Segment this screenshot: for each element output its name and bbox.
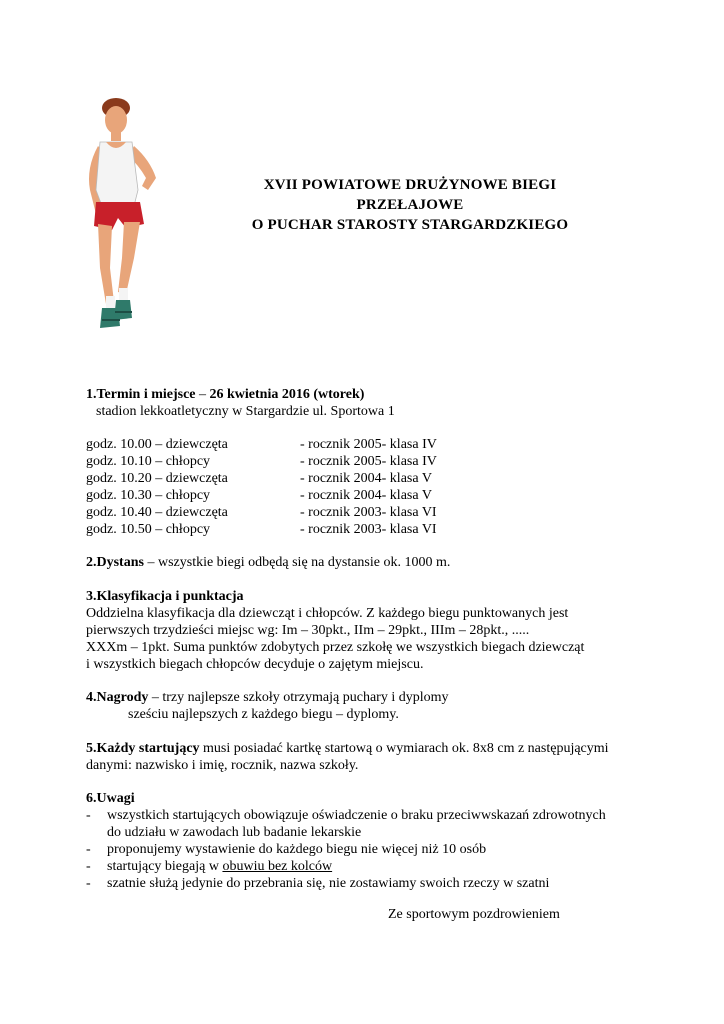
title-line-3: O PUCHAR STAROSTY STARGARDZKIEGO (251, 217, 569, 233)
schedule-time: godz. 10.50 – chłopcy (86, 522, 211, 537)
section-4-line-2: sześciu najlepszych z każdego biegu – dyplomy. (128, 707, 399, 722)
remark-item-underlined: obuwiu bez kolców (222, 859, 333, 874)
section-2-title: 2.Dystans (86, 555, 144, 570)
title-line-1: XVII POWIATOWE DRUŻYNOWE BIEGI (263, 177, 557, 193)
section-1-sep: – (195, 387, 210, 402)
section-3-line: i wszystkich biegach chłopców decyduje o zajętym miejscu. (86, 657, 424, 672)
schedule-time: godz. 10.40 – dziewczęta (86, 505, 228, 520)
remark-item-continuation: do udziału w zawodach lub badanie lekarskie (107, 825, 362, 840)
bullet-dash: - (86, 808, 91, 823)
section-3-line: pierwszych trzydzieści miejsc wg: Im – 30pkt., IIm – 29pkt., IIIm – 28pkt., ..... (86, 623, 530, 638)
section-5-line-2: danymi: nazwisko i imię, rocznik, nazwa szkoły. (86, 758, 359, 773)
schedule-group: - rocznik 2004- klasa V (300, 471, 432, 486)
title-line-2: PRZEŁAJOWE (356, 197, 464, 213)
section-5-text: musi posiadać kartkę startową o wymiarach ok. 8x8 cm z następującymi (199, 741, 609, 756)
remark-item-text: startujący biegają w (107, 859, 223, 874)
section-1-title: 1.Termin i miejsce (86, 387, 196, 402)
remark-item (107, 858, 332, 875)
remark-item: szatnie służą jedynie do przebrania się, nie zostawiamy swoich rzeczy w szatni (107, 876, 550, 891)
schedule-time: godz. 10.20 – dziewczęta (86, 471, 228, 486)
bullet-dash: - (86, 859, 91, 874)
section-1-place: stadion lekkoatletyczny w Stargardzie ul. Sportowa 1 (96, 404, 395, 419)
remark-item: proponujemy wystawienie do każdego biegu nie więcej niż 10 osób (107, 842, 487, 857)
section-3-title: 3.Klasyfikacja i punktacja (86, 589, 244, 604)
schedule-time: godz. 10.00 – dziewczęta (86, 437, 228, 452)
schedule-group: - rocznik 2004- klasa V (300, 488, 432, 503)
section-5-title: 5.Każdy startujący (86, 741, 200, 756)
section-3-line: XXXm – 1pkt. Suma punktów zdobytych przez szkołę we wszystkich biegach dziewcząt (86, 640, 585, 655)
schedule-time: godz. 10.10 – chłopcy (86, 454, 211, 469)
schedule-group: - rocznik 2005- klasa IV (300, 437, 437, 452)
bullet-dash: - (86, 876, 91, 891)
remark-item: wszystkich startujących obowiązuje oświadczenie o braku przeciwwskazań zdrowotnych (107, 808, 606, 823)
section-2-text: – wszystkie biegi odbędą się na dystansie ok. 1000 m. (143, 555, 451, 570)
closing-signature: Ze sportowym pozdrowieniem (388, 907, 560, 922)
section-3-line: Oddzielna klasyfikacja dla dziewcząt i chłopców. Z każdego biegu punktowanych jest (86, 606, 569, 621)
section-4 (86, 689, 449, 706)
schedule-group: - rocznik 2003- klasa VI (300, 505, 437, 520)
section-1-date: 26 kwietnia 2016 (wtorek) (209, 387, 365, 402)
section-5 (86, 740, 609, 757)
section-2 (86, 554, 450, 571)
schedule-group: - rocznik 2005- klasa IV (300, 454, 437, 469)
runner-illustration (78, 98, 164, 334)
section-6-title: 6.Uwagi (86, 791, 135, 806)
schedule-time: godz. 10.30 – chłopcy (86, 488, 211, 503)
section-1-heading (86, 386, 364, 403)
section-4-text: – trzy najlepsze szkoły otrzymają puchary i dyplomy (148, 690, 449, 705)
schedule-group: - rocznik 2003- klasa VI (300, 522, 437, 537)
bullet-dash: - (86, 842, 91, 857)
section-4-title: 4.Nagrody (86, 690, 149, 705)
